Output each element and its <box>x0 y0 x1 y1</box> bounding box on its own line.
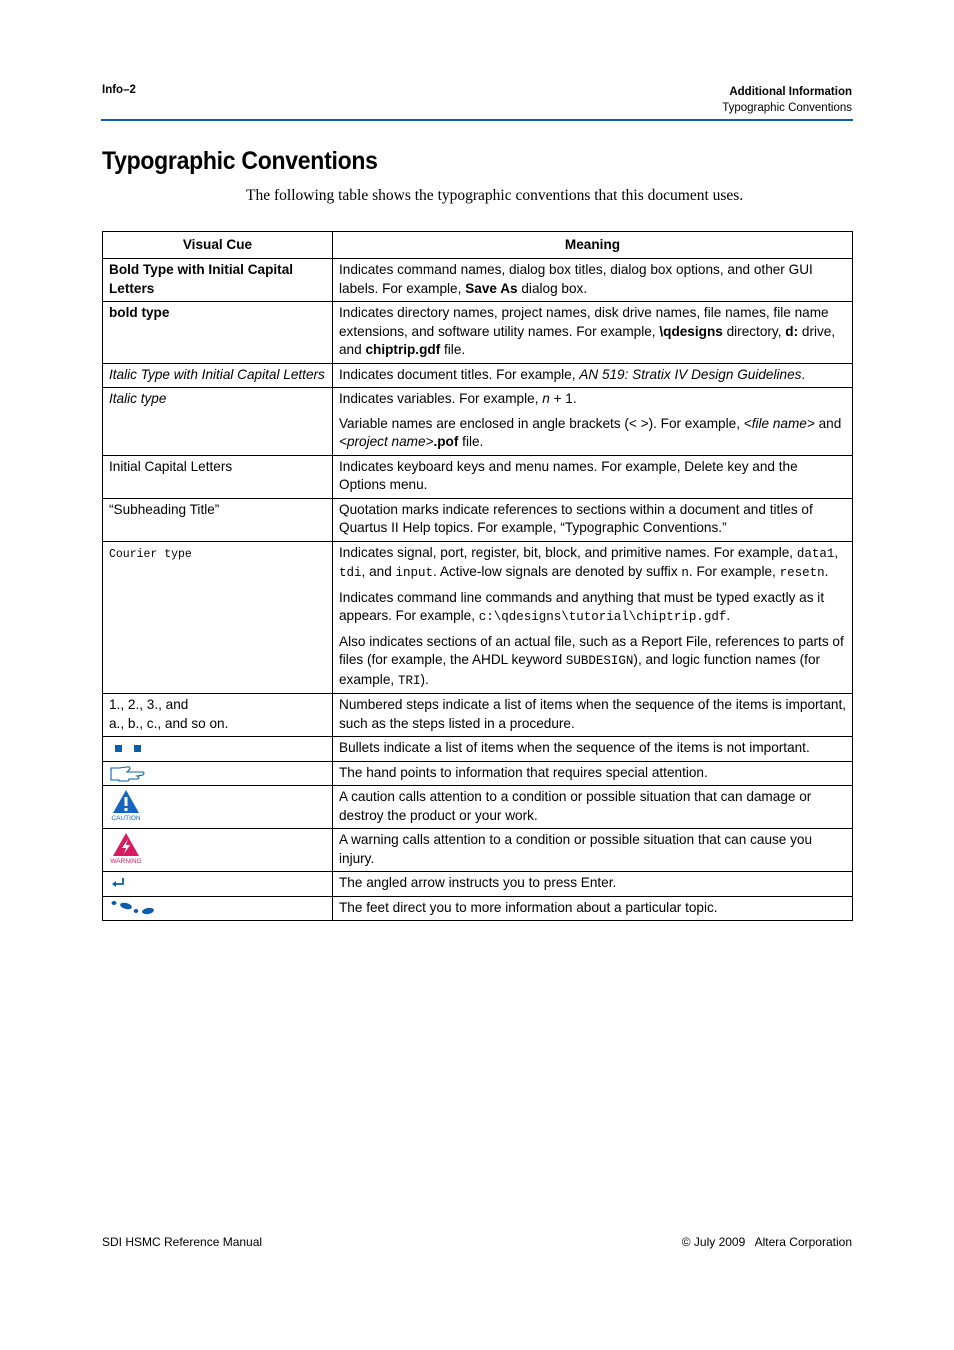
table-row <box>103 388 853 456</box>
meaning-cell: Indicates variables. For example, n + 1. Variable names are enclosed in angle brackets (< >). For example, <file name> and <project name>.pof file. <box>333 388 853 456</box>
cue-cell <box>103 829 333 872</box>
cue-cell: Bold Type with Initial Capital Letters <box>103 259 333 302</box>
table-row <box>103 694 853 737</box>
table-row <box>103 896 853 921</box>
page-title: Typographic Conventions <box>102 147 378 175</box>
meaning-cell: Indicates directory names, project names, disk drive names, file names, file name extensions, and software utility names. For example, \qdesigns directory, d: drive, and chiptrip.gdf file. <box>333 302 853 364</box>
feet-icon <box>109 899 159 917</box>
cue-cell: Initial Capital Letters <box>103 455 333 498</box>
meaning-cell: Indicates command names, dialog box titles, dialog box options, and other GUI labels. For example, Save As dialog box. <box>333 259 853 302</box>
meaning-cell: Indicates signal, port, register, bit, block, and primitive names. For example, data1, tdi, and input. Active-low signals are denoted by suffix n. For example, resetn. Indicates command line commands and anything that must be typed exactly as it appears. For example, c:\qdesigns\tutorial\chiptrip.gdf. Also indicates sections of an actual file, such as a Report File, references to parts of files (for example, the AHDL keyword SUBDESIGN), and logic function names (for example, TRI). <box>333 541 853 694</box>
meaning-cell: The angled arrow instructs you to press Enter. <box>333 872 853 897</box>
svg-text:CAUTION: CAUTION <box>111 815 141 822</box>
table-header-row <box>103 232 853 259</box>
meaning-cell: The hand points to information that requires special attention. <box>333 761 853 786</box>
conventions-table <box>102 231 853 921</box>
meaning-cell: Bullets indicate a list of items when the sequence of the items is not important. <box>333 737 853 762</box>
col-header-meaning: Meaning <box>333 232 853 259</box>
cue-cell <box>103 896 333 921</box>
cue-cell: bold type <box>103 302 333 364</box>
footer-manual-title: SDI HSMC Reference Manual <box>102 1235 263 1249</box>
table-row <box>103 541 853 694</box>
warning-icon <box>109 831 149 865</box>
hand-pointer-icon <box>109 764 149 783</box>
meaning-cell: The feet direct you to more information about a particular topic. <box>333 896 853 921</box>
table-row <box>103 302 853 364</box>
table-row <box>103 363 853 388</box>
running-header <box>722 84 852 116</box>
cue-cell <box>103 786 333 829</box>
cue-cell <box>103 872 333 897</box>
table-row <box>103 259 853 302</box>
intro-text: The following table shows the typographic conventions that this document uses. <box>246 187 744 204</box>
header-rule <box>101 119 853 121</box>
col-header-visual-cue: Visual Cue <box>103 232 333 259</box>
meaning-cell: Numbered steps indicate a list of items when the sequence of the items is important, such as the steps listed in a procedure. <box>333 694 853 737</box>
cue-cell: “Subheading Title” <box>103 498 333 541</box>
cue-cell <box>103 761 333 786</box>
meaning-cell: Indicates keyboard keys and menu names. For example, Delete key and the Options menu. <box>333 455 853 498</box>
table-row <box>103 498 853 541</box>
table-row <box>103 761 853 786</box>
cue-cell: Italic type <box>103 388 333 456</box>
cue-cell: 1., 2., 3., and a., b., c., and so on. <box>103 694 333 737</box>
footer-copyright: © July 2009 Altera Corporation <box>681 1235 852 1249</box>
page-number: Info–2 <box>102 84 136 96</box>
bullets-icon <box>109 739 149 757</box>
meaning-cell: Quotation marks indicate references to sections within a document and titles of Quartus II Help topics. For example, “Typographic Conventions.” <box>333 498 853 541</box>
meaning-cell: Indicates document titles. For example, AN 519: Stratix IV Design Guidelines. <box>333 363 853 388</box>
section-name: Additional Information <box>729 86 852 98</box>
cue-cell: Courier type <box>103 541 333 694</box>
svg-text:WARNING: WARNING <box>110 858 142 865</box>
subsection-name: Typographic Conventions <box>722 102 852 114</box>
table-row <box>103 829 853 872</box>
table-row <box>103 872 853 897</box>
meaning-cell: A warning calls attention to a condition or possible situation that can cause you injury. <box>333 829 853 872</box>
caution-icon <box>109 788 149 822</box>
enter-arrow-icon <box>109 874 149 892</box>
meaning-cell: A caution calls attention to a condition or possible situation that can damage or destroy the product or your work. <box>333 786 853 829</box>
cue-cell: Italic Type with Initial Capital Letters <box>103 363 333 388</box>
table-row <box>103 455 853 498</box>
cue-cell <box>103 737 333 762</box>
table-row <box>103 737 853 762</box>
table-row <box>103 786 853 829</box>
